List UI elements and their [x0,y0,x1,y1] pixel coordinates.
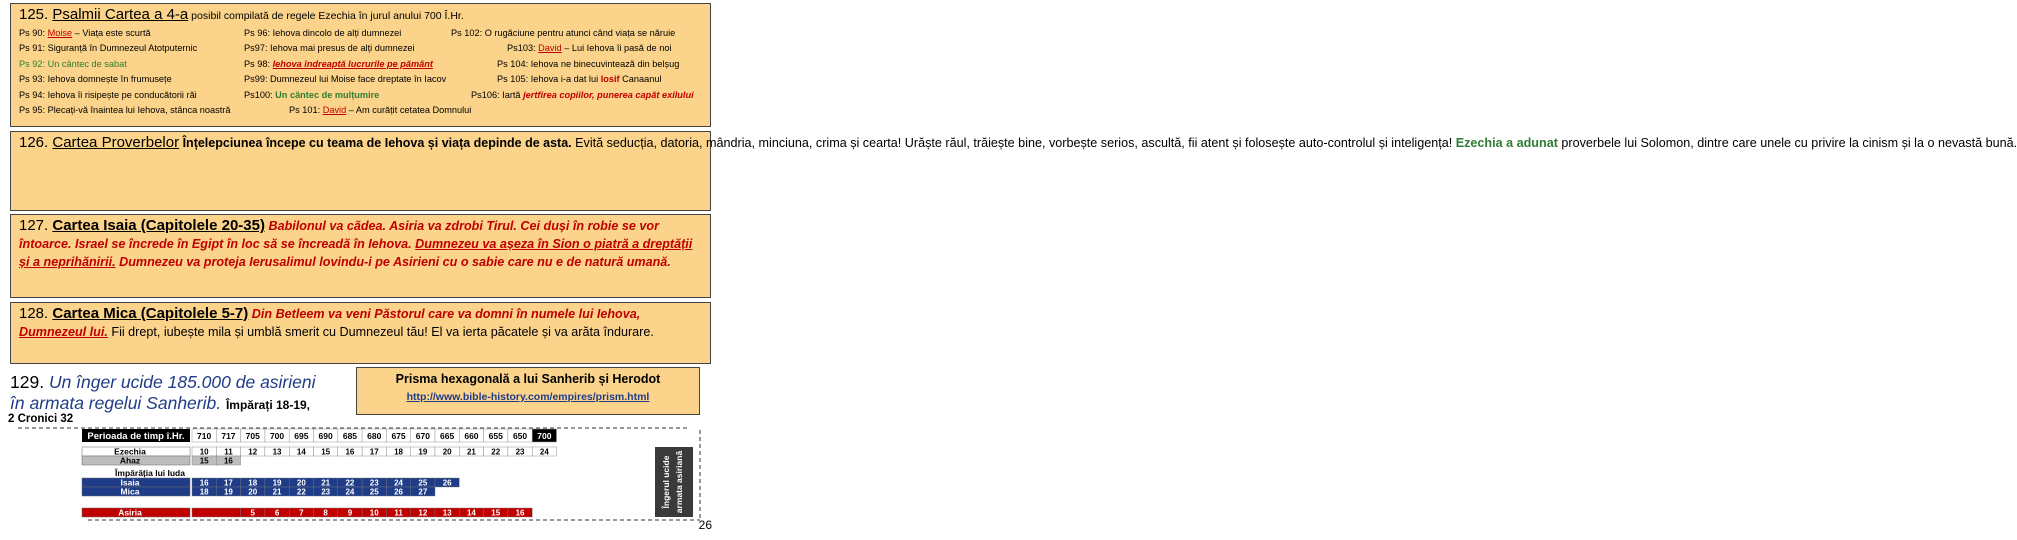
book-title: Psalmii Cartea a 4-a [52,6,189,23]
year-tick-label: 650 [512,431,528,441]
timeline-cell-value: 22 [296,487,306,497]
psalm-text: – Viața este scurtă [72,28,151,38]
year-tick-label: 690 [318,431,333,441]
angel-label: Îngerul ucide [661,455,671,509]
psalm-highlight: Un cântec de mulțumire [275,89,380,100]
scripture-ref: Împărați 18-19, [225,398,311,412]
timeline-cell-value: 23 [515,447,525,457]
asiria-lead-cell [192,508,241,517]
summary-highlight: Dumnezeul lui. [19,325,108,339]
year-tick-label: 705 [245,431,260,441]
timeline-cell-value: 21 [321,478,331,488]
heading-line: în armata regelui Sanherib. [10,393,222,413]
timeline-cell-value: 16 [199,478,209,488]
timeline-cell-value: 25 [369,487,379,497]
summary-text: Evită seducția, datoria, mândria, minciuna, crima și cearta! Urăște răul, trăiește bine, vorbește serios, ascultă, fii atent și folosește auto-controlul și inteligența! [571,136,1456,150]
timeline-cell-value: 19 [223,487,233,497]
timeline-cell-value: 24 [539,447,549,457]
timeline-cell-value: 23 [321,487,331,497]
row-label: Ahaz [119,455,141,466]
psalm-text: Ps 105: Iehova i-a dat lui [497,74,601,85]
timeline-cell-value: 10 [199,447,209,457]
psalm-text: Ps 96: Iehova dincolo de alți dumnezei [244,28,402,38]
section-number: 129. [10,372,45,392]
psalm-text: Ps 102: O rugăciune pentru atunci când viața se năruie [451,28,676,38]
timeline-chart [0,0,720,540]
psalm-text: Ps 101: [289,104,323,115]
timeline-cell-value: 25 [418,478,428,488]
year-tick-label: 680 [367,431,382,441]
year-tick-label: 665 [440,431,455,441]
timeline-cell-value: 22 [345,478,355,488]
summary-highlight: Ezechia a adunat [1455,136,1558,150]
psalm-text: – Am curățit cetatea Domnului [346,104,472,115]
page-number: 26 [698,518,712,532]
psalm-link[interactable]: Moise [47,28,73,38]
psalm-text: Ps 98: [244,58,273,69]
psalm-text: Ps 93: Iehova domnește în frumusețe [19,74,172,85]
timeline-cell-value: 19 [272,478,282,488]
kingdom-label: Împărăția lui Iuda [115,468,185,478]
summary-highlight: Dumnezeu va proteja Ierusalimul lovindu-i pe Asirieni cu o sabie care nu e de natură umană. [115,255,671,269]
timeline-cell-value: 20 [442,447,452,457]
summary-highlight: Babilonul va cădea. Asiria va zdrobi Tirul. Cei duși în robie se vor întoarce. Israel se încrede în Egipt în loc să se încreadă în Iehova. [19,219,659,251]
psalm-text: – Lui Iehova îi pasă de noi [561,43,672,54]
timeline-cell-value: 11 [224,447,233,457]
timeline-cell-value: 12 [248,447,258,457]
timeline-cell-value: 13 [442,508,452,518]
timeline-cell-value: 14 [296,447,306,457]
timeline-cell-value: 15 [199,456,209,466]
psalm-link[interactable]: David [538,43,562,54]
row-label: Ezechia [114,446,146,457]
timeline-cell-value: 6 [274,508,280,518]
timeline-cell-value: 21 [466,447,476,457]
timeline-cell-value: 18 [394,447,404,457]
psalm-text: Ps99: Dumnezeul lui Moise face dreptate în Iacov [244,74,447,85]
timeline-cell-value: 16 [223,456,233,466]
timeline-cell-value: 20 [248,487,258,497]
timeline-cell-value: 15 [321,447,331,457]
summary-highlight: Din Betleem va veni Păstorul care va domni în numele lui Iehova, [248,307,641,321]
timeline-cell-value: 5 [250,508,255,518]
psalm-text: Ps103: [507,43,539,54]
year-tick-label: 660 [464,431,479,441]
psalm-link[interactable]: David [322,104,347,115]
timeline-cell-value: 17 [223,478,233,488]
book-title: Cartea Mica (Capitolele 5-7) [52,305,249,322]
timeline-cell-value: 13 [272,447,282,457]
summary-text: proverbele lui Solomon, dintre care unele cu privire la cinism și la o nevastă bună. [1557,136,2017,150]
timeline-cell-value: 14 [466,508,476,518]
section-number: 128. [19,305,49,322]
psalm-text: Ps 90: [19,28,48,38]
row-label: Isaia [120,477,140,488]
psalm-highlight: Iosif [600,74,620,85]
angel-label: armata asiriană [674,450,684,514]
timeline-cell-value: 15 [491,508,501,518]
psalm-text: Ps97: Iehova mai presus de alți dumnezei [244,43,415,54]
summary-text: Fii drept, iubește mila și umblă smerit cu Dumnezeul tău! El va ierta păcatele și va arăta îndurare. [107,325,654,339]
year-tick-label: 700 [537,431,552,441]
timeline-cell-value: 26 [442,478,452,488]
psalm-text: Ps 94: Iehova îi risipește pe conducătorii răi [19,89,197,100]
timeline-header-label: Perioada de timp î.Hr. [87,431,185,442]
row-label: Asiria [118,507,142,518]
heading-line: Un înger ucide 185.000 de asirieni [48,372,316,392]
summary-bold: Înțelepciunea începe cu teama de Iehova și viața depinde de asta. [179,136,572,150]
timeline-cell-value: 10 [369,508,379,518]
timeline-cell-value: 7 [299,508,304,518]
timeline-cell-value: 8 [323,508,328,518]
timeline-cell-value: 22 [491,447,501,457]
year-tick-label: 717 [221,431,236,441]
timeline-cell-value: 26 [394,487,404,497]
timeline-cell-value: 17 [369,447,379,457]
timeline-cell-value: 19 [418,447,428,457]
title-rest: posibil compilată de regele Ezechia în jurul anului 700 Î.Hr. [188,10,464,22]
timeline-cell-value: 16 [345,447,355,457]
year-tick-label: 700 [269,431,285,441]
psalm-text: Ps106: Iartă [471,89,524,100]
psalm-text: Ps100: [244,89,276,100]
timeline-cell-value: 20 [296,478,306,488]
psalm-highlight: Iehova îndreaptă lucrurile pe pământ [272,58,433,69]
timeline-cell-value: 16 [515,508,525,518]
psalm-text: Ps 95: Plecați-vă înaintea lui Iehova, stânca noastră [19,104,231,115]
prism-title: Prisma hexagonală a lui Sanherib și Herodot [395,372,661,386]
psalm-text: Ps 104: Iehova ne binecuvintează din belșug [497,58,680,69]
section-number: 127. [19,217,49,234]
year-tick-label: 695 [294,431,309,441]
year-tick-label: 655 [488,431,503,441]
psalm-text: Canaanul [619,74,662,85]
year-tick-label: 685 [342,431,358,441]
timeline-cell-value: 24 [345,487,355,497]
timeline-cell-value: 21 [272,487,282,497]
timeline-cell-value: 9 [347,508,353,518]
timeline-cell-value: 23 [369,478,379,488]
prism-link[interactable]: http://www.bible-history.com/empires/prism.html [406,391,650,403]
scripture-ref-2: 2 Cronici 32 [8,413,74,425]
timeline-cell-value: 18 [199,487,209,497]
section-number: 126. [19,134,49,151]
book-title: Cartea Isaia (Capitolele 20-35) [52,217,265,234]
row-label: Mica [120,486,140,497]
timeline-cell-value: 24 [394,478,404,488]
timeline-cell-value: 18 [248,478,258,488]
book-title: Cartea Proverbelor [52,134,180,151]
psalm-highlight: jertfirea copiilor, punerea capăt exilului [523,89,694,100]
timeline-cell-value: 12 [418,508,428,518]
timeline-cell-value: 27 [418,487,428,497]
section-number: 125. [19,6,49,23]
psalm-text: Ps 92: Un cântec de sabat [19,58,127,69]
year-tick-label: 675 [391,431,406,441]
timeline-cell-value: 11 [394,508,403,518]
year-tick-label: 710 [197,431,212,441]
summary-highlight: Dumnezeu va așeza în Sion o piatră a dreptății și a neprihănirii. [19,237,693,269]
year-tick-label: 670 [415,431,430,441]
psalm-text: Ps 91: Siguranță în Dumnezeul Atotputernic [19,43,198,54]
